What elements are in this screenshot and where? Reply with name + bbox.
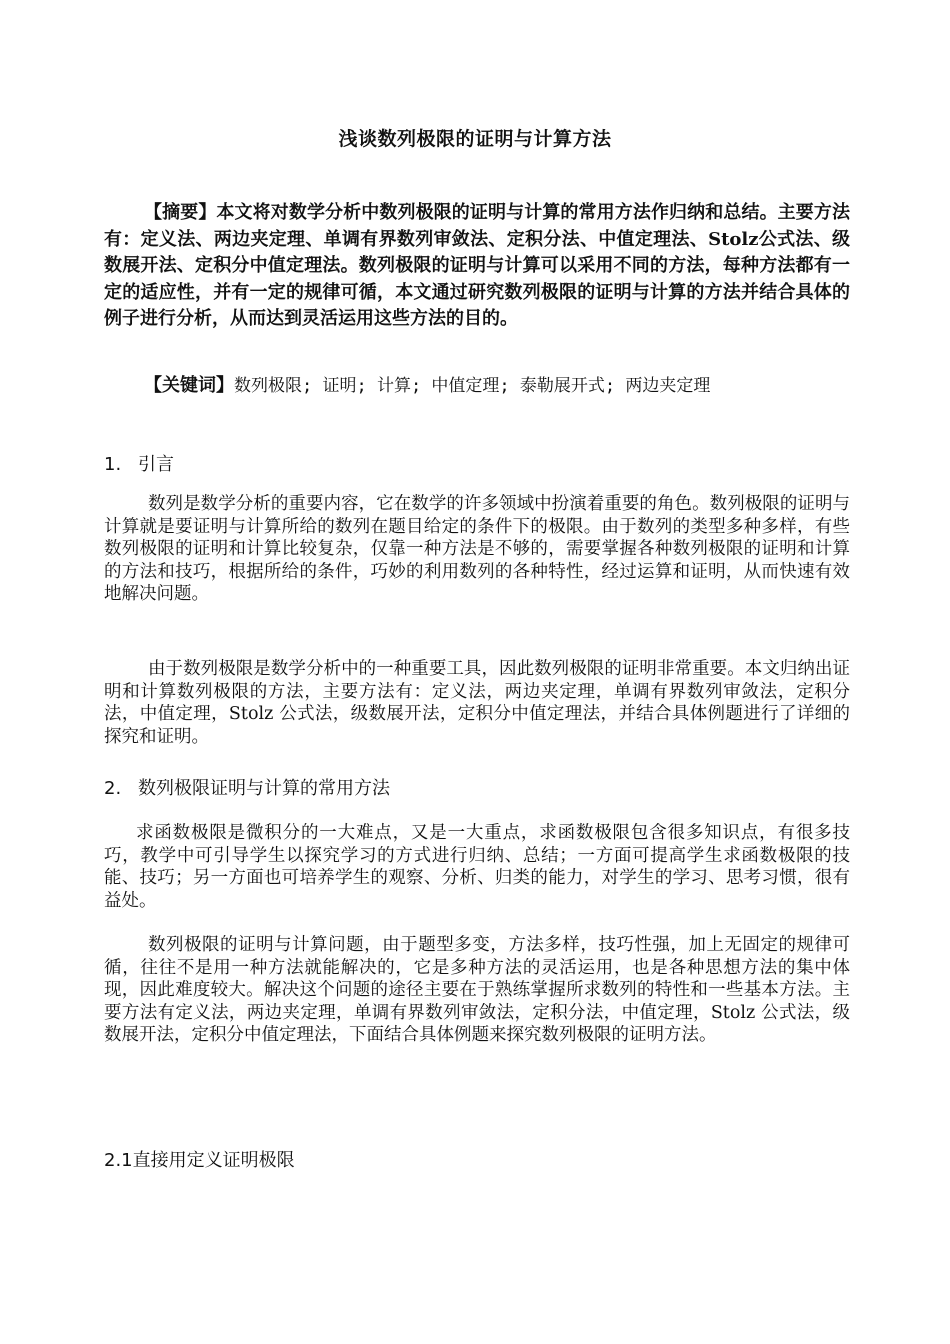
section-2-1-heading <box>104 1146 295 1172</box>
section-2-1-number: 2.1 <box>104 1150 133 1171</box>
keywords-text: 数列极限; 证明; 计算; 中值定理; 泰勒展开式; 两边夹定理 <box>234 376 711 396</box>
abstract-text: 本文将对数学分析中数列极限的证明与计算的常用方法作归纳和总结。主要方法有：定义法、两边夹定理、单调有界数列审敛法、定积分法、中值定理法、Stolz公式法、级数展开法、定积分中值定理法。数列极限的证明与计算可以采用不同的方法，每种方法都有一定的适应性，并有一定的规律可循，本文通过研究数列极限的证明与计算的方法并结合具体的例子进行分析，从而达到灵活运用这些方法的目的。 <box>104 202 850 329</box>
section-2-paragraph-1: 求函数极限是微积分的一大难点，又是一大重点，求函数极限包含很多知识点，有很多技巧，教学中可引导学生以探究学习的方式进行归纳、总结；一方面可提高学生求函数极限的技能、技巧；另一方面也可培养学生的观察、分析、归类的能力，对学生的学习、思考习惯，很有益处。 <box>104 823 850 911</box>
section-1-title: 引言 <box>138 454 174 475</box>
abstract-label: 【摘要】 <box>144 202 217 223</box>
section-2-1-title: 直接用定义证明极限 <box>132 1150 295 1171</box>
document-title: 浅谈数列极限的证明与计算方法 <box>338 128 612 150</box>
section-1-paragraph-1: 数列是数学分析的重要内容，它在数学的许多领域中扮演着重要的角色。数列极限的证明与计算就是要证明与计算所给的数列在题目给定的条件下的极限。由于数列的类型多种多样，有些数列极限的证明和计算比较复杂，仅靠一种方法是不够的，需要掌握各种数列极限的证明和计算的方法和技巧，根据所给的条件，巧妙的利用数列的各种特性，经过运算和证明，从而快速有效地解决问题。 <box>104 494 850 605</box>
section-2-heading <box>104 774 390 800</box>
section-1-heading <box>104 450 174 476</box>
abstract-block <box>104 200 850 333</box>
keywords-label: 【关键词】 <box>144 375 234 396</box>
section-2-paragraph-2: 数列极限的证明与计算问题，由于题型多变，方法多样，技巧性强，加上无固定的规律可循，往往不是用一种方法就能解决的，它是多种方法的灵活运用，也是各种思想方法的集中体现，因此难度较大。解决这个问题的途径主要在于熟练掌握所求数列的特性和一些基本方法。主要方法有定义法，两边夹定理，单调有界数列审敛法，定积分法，中值定理，Stolz 公式法，级数展开法，定积分中值定理法，下面结合具体例题来探究数列极限的证明方法。 <box>104 935 850 1046</box>
section-2-title: 数列极限证明与计算的常用方法 <box>138 778 390 799</box>
keywords-block <box>144 373 864 399</box>
section-2-number: 2. <box>104 778 122 799</box>
section-1-paragraph-2: 由于数列极限是数学分析中的一种重要工具，因此数列极限的证明非常重要。本文归纳出证明和计算数列极限的方法，主要方法有：定义法，两边夹定理，单调有界数列审敛法，定积分法，中值定理，Stolz 公式法，级数展开法，定积分中值定理法，并结合具体例题进行了详细的探究和证明。 <box>104 659 850 747</box>
section-1-number: 1. <box>104 454 122 475</box>
